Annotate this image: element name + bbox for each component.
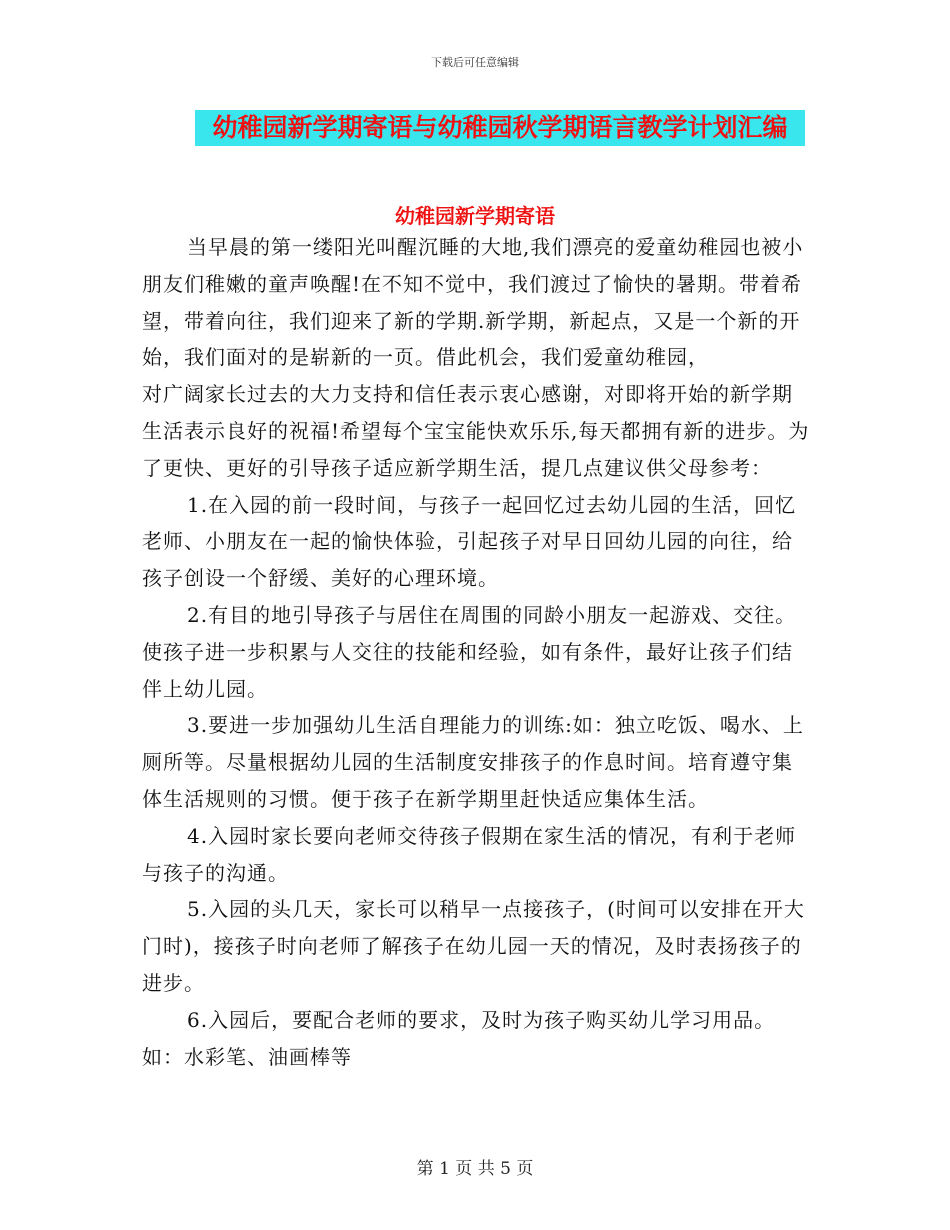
section-heading: 幼稚园新学期寄语 (395, 204, 555, 228)
paragraph-suggestion-1: 1.在入园的前一段时间，与孩子一起回忆过去幼儿园的生活，回忆老师、小朋友在一起的愉快体验，引起孩子对早日回幼儿园的向往，给孩子创设一个舒缓、美好的心理环境。 (142, 492, 797, 591)
document-body (142, 229, 812, 1075)
paragraph-suggestion-3: 3.要进一步加强幼儿生活自理能力的训练:如：独立吃饭、喝水、上厕所等。尽量根据幼儿园的生活制度安排孩子的作息时间。培育遵守集体生活规则的习惯。便于孩子在新学期里赶快适应集体生活。 (142, 713, 804, 811)
paragraph-suggestion-4: 4.入园时家长要向老师交待孩子假期在家生活的情况，有利于老师与孩子的沟通。 (142, 823, 797, 885)
title-highlight (195, 110, 805, 146)
paragraph-suggestion-5: 5.入园的头几天，家长可以稍早一点接孩子，(时间可以安排在开大门时)，接孩子时向老师了解孩子在幼儿园一天的情况，及时表扬孩子的进步。 (142, 897, 805, 995)
paragraph-intro-continued: 对广阔家长过去的大力支持和信任表示衷心感谢，对即将开始的新学期生活表示良好的祝福!希望每个宝宝能快欢乐乐,每天都拥有新的进步。为了更快、更好的引导孩子适应新学期生活，提几点建议供父母参考： (142, 382, 810, 480)
document-title: 幼稚园新学期寄语与幼稚园秋学期语言教学计划汇编 (212, 113, 788, 142)
paragraph-intro: 当早晨的第一缕阳光叫醒沉睡的大地,我们漂亮的爱童幼稚园也被小朋友们稚嫩的童声唤醒!在不知不觉中，我们渡过了愉快的暑期。带着希望，带着向往，我们迎来了新的学期.新学期，新起点，又是一个新的开始，我们面对的是崭新的一页。借此机会，我们爱童幼稚园， (142, 235, 804, 370)
page-number-footer: 第 1 页 共 5 页 (416, 1159, 534, 1179)
paragraph-suggestion-6: 6.入园后，要配合老师的要求，及时为孩子购买幼儿学习用品。如：水彩笔、油画棒等 (142, 1007, 776, 1069)
header-note: 下载后可任意编辑 (431, 56, 519, 69)
paragraph-suggestion-2: 2.有目的地引导孩子与居住在周围的同龄小朋友一起游戏、交往。使孩子进一步积累与人交往的技能和经验，如有条件，最好让孩子们结伴上幼儿园。 (142, 602, 797, 701)
